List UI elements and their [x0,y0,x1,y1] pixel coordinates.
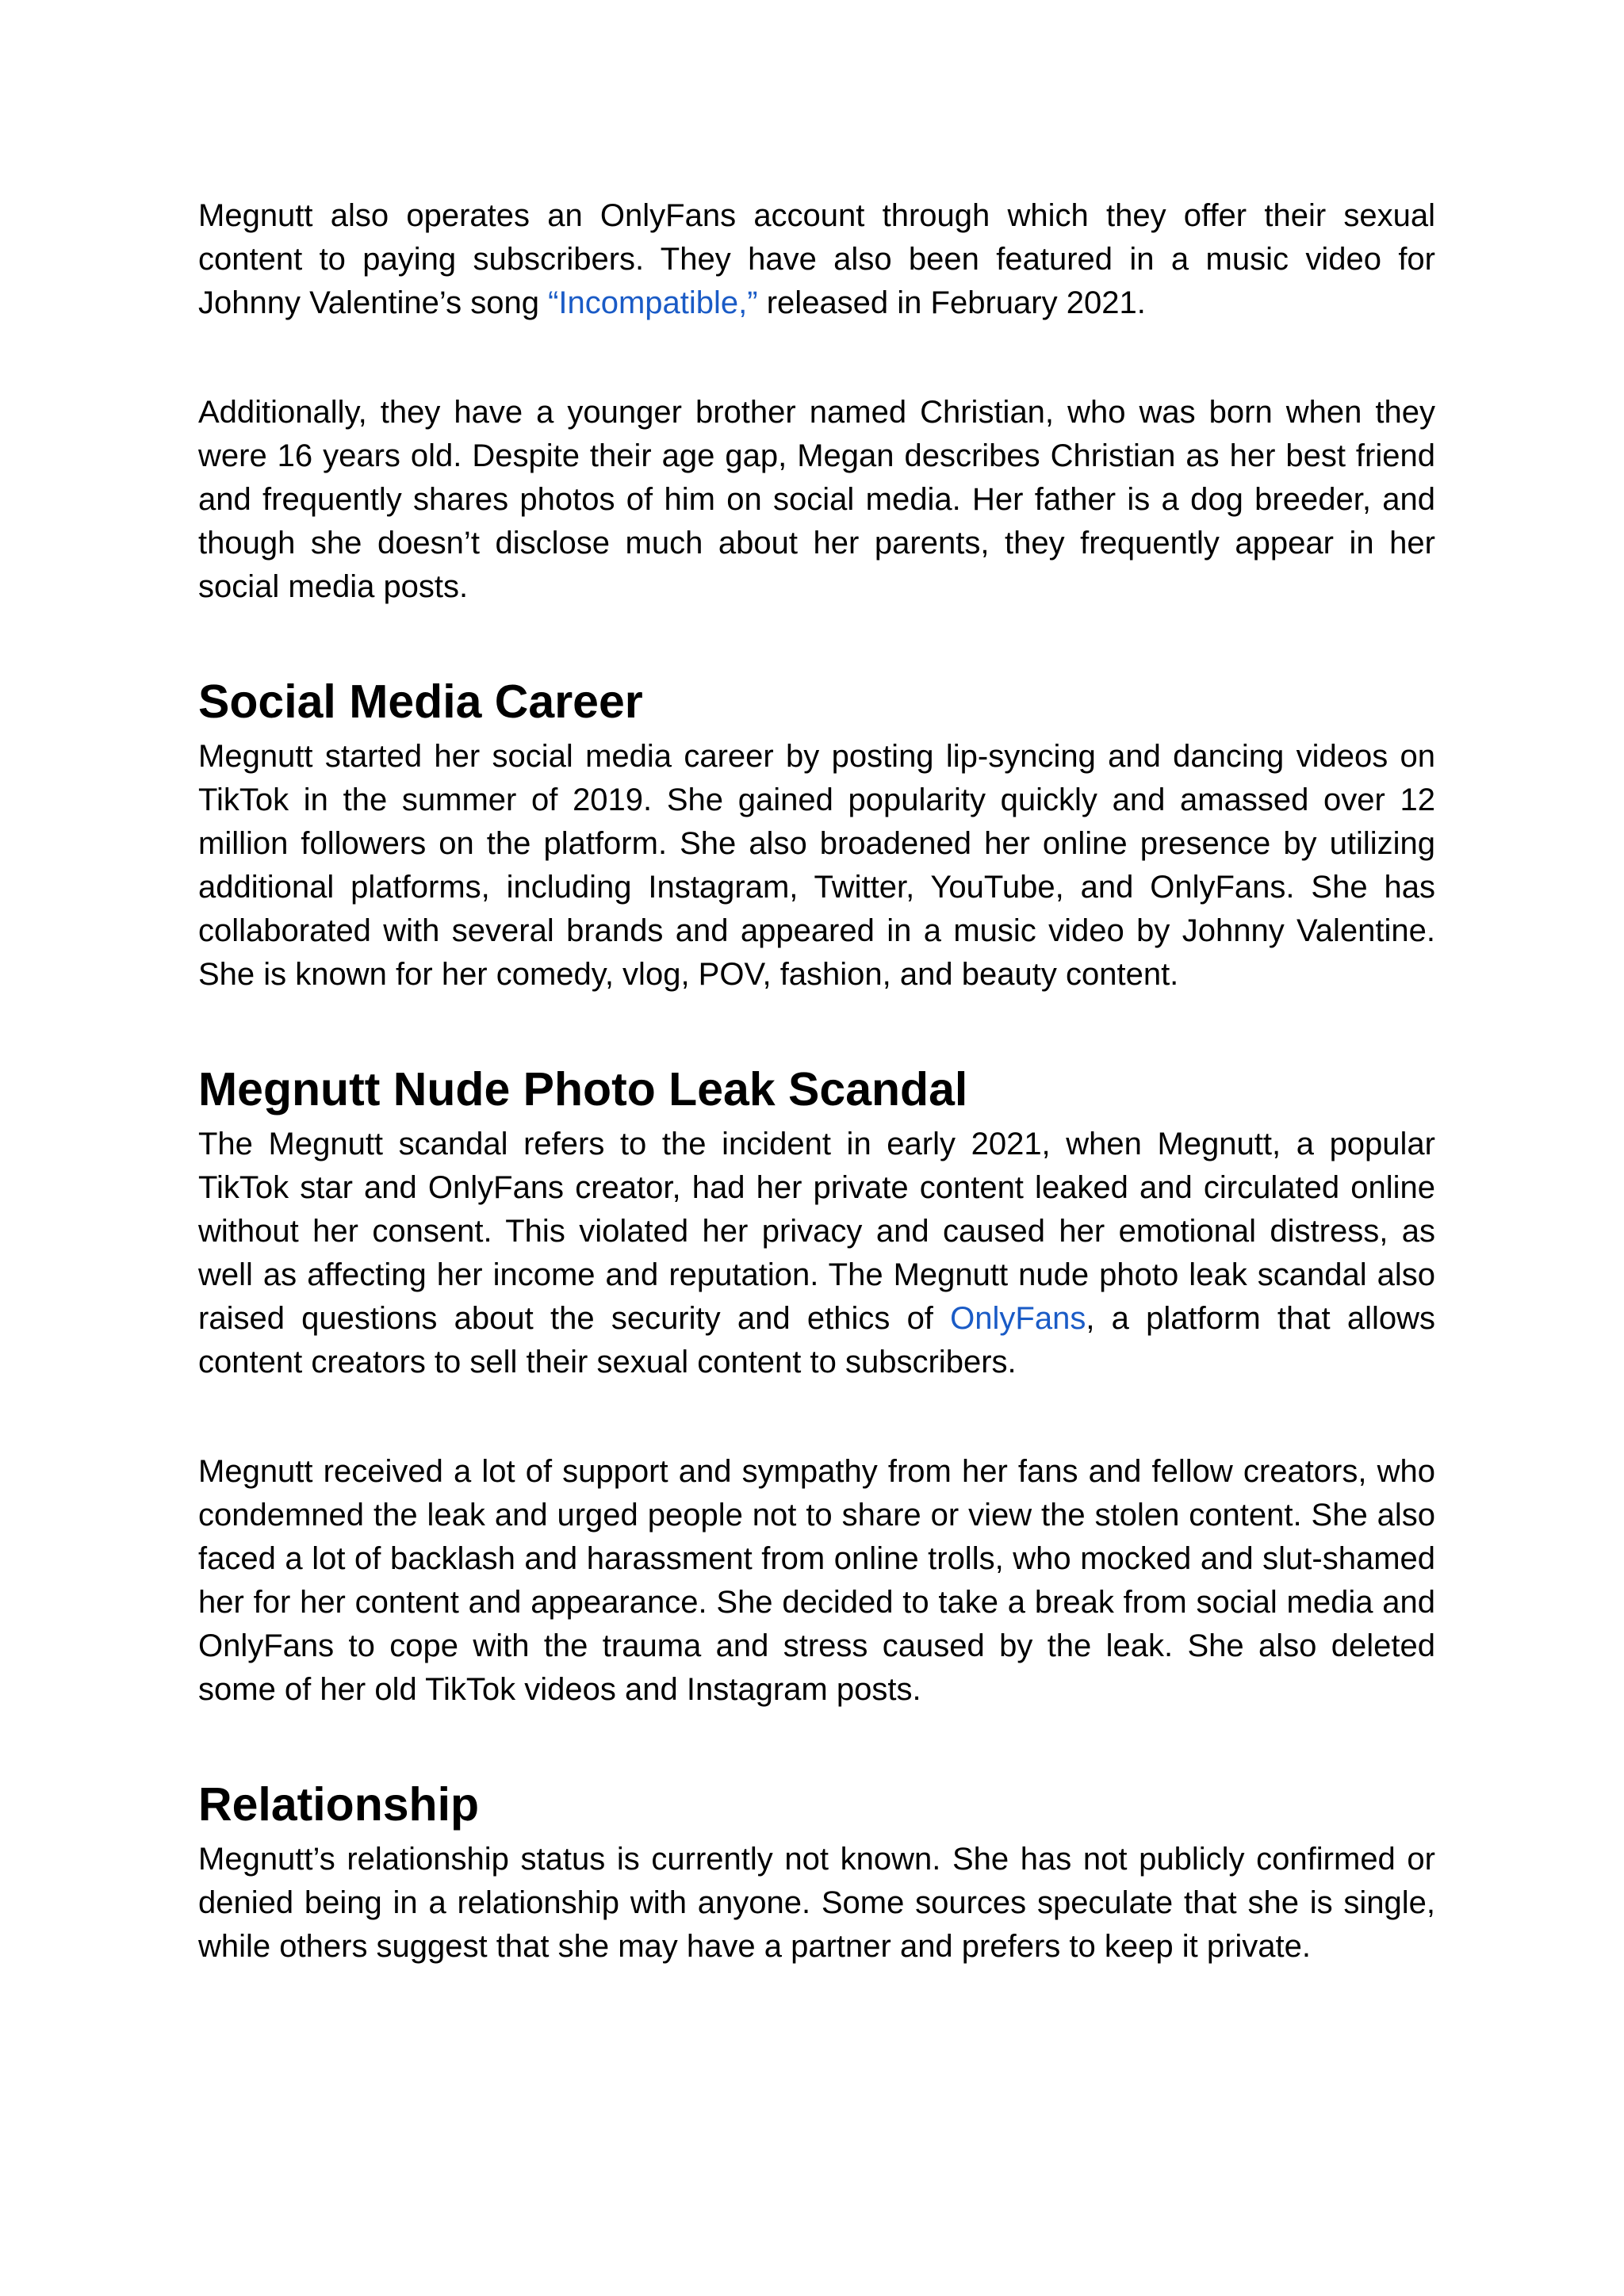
leak-scandal-text: The Megnutt scandal refers to the incident in early 2021, when Megnutt, a popular TikTok star and OnlyFans creator, had her private content leaked and circulated online without her consent. This violated her privacy and caused her emotional distress, as well as affecting her income and reputation. The Megnutt nude photo leak scandal also raised questions about the security and ethics of [198,1127,1435,1336]
leak-scandal-paragraph-2: Megnutt received a lot of support and sympathy from her fans and fellow creators, who condemned the leak and urged people not to share or view the stolen content. She also faced a lot of backlash and harassment from online trolls, who mocked and slut-shamed her for her content and appearance. She decided to take a break from social media and OnlyFans to cope with the trauma and stress caused by the leak. She also deleted some of her old TikTok videos and Instagram posts. [198,1454,1435,1707]
onlyfans-intro-paragraph [198,194,1435,325]
incompatible-song-link[interactable]: “Incompatible,” [548,285,758,320]
social-media-career-paragraph: Megnutt started her social media career by posting lip-syncing and dancing videos on TikTok in the summer of 2019. She gained popularity quickly and amassed over 12 million followers on the platform. She also broadened her online presence by utilizing additional platforms, including Instagram, Twitter, YouTube, and OnlyFans. She has collaborated with several brands and appeared in a music video by Johnny Valentine. She is known for her comedy, vlog, POV, fashion, and beauty content. [198,739,1435,992]
leak-scandal-paragraph-1 [198,1123,1435,1384]
family-paragraph: Additionally, they have a younger brother named Christian, who was born when they were 16 years old. Despite their age gap, Megan describes Christian as her best friend and frequently shares photos of him on social media. Her father is a dog breeder, and though she doesn’t disclose much about her parents, they frequently appear in her social media posts. [198,395,1435,604]
onlyfans-intro-text-end: released in February 2021. [757,285,1146,320]
onlyfans-link[interactable]: OnlyFans [950,1301,1086,1336]
relationship-paragraph: Megnutt’s relationship status is currently not known. She has not publicly confirmed or denied being in a relationship with anyone. Some sources speculate that she is single, while others suggest that she may have a partner and prefers to keep it private. [198,1842,1435,1964]
section-heading-social-media-career: Social Media Career [198,675,643,728]
section-heading-relationship: Relationship [198,1778,480,1831]
onlyfans-intro-text: Megnutt also operates an OnlyFans account through which they offer their sexual content to paying subscribers. They have also been featured in a music video for Johnny Valentine’s song [198,198,1435,320]
section-heading-leak-scandal: Megnutt Nude Photo Leak Scandal [198,1063,968,1115]
document-page [198,194,1435,1969]
leak-scandal-text-end: , a platform that allows content creators to sell their sexual content to subscribers. [198,1301,1435,1380]
